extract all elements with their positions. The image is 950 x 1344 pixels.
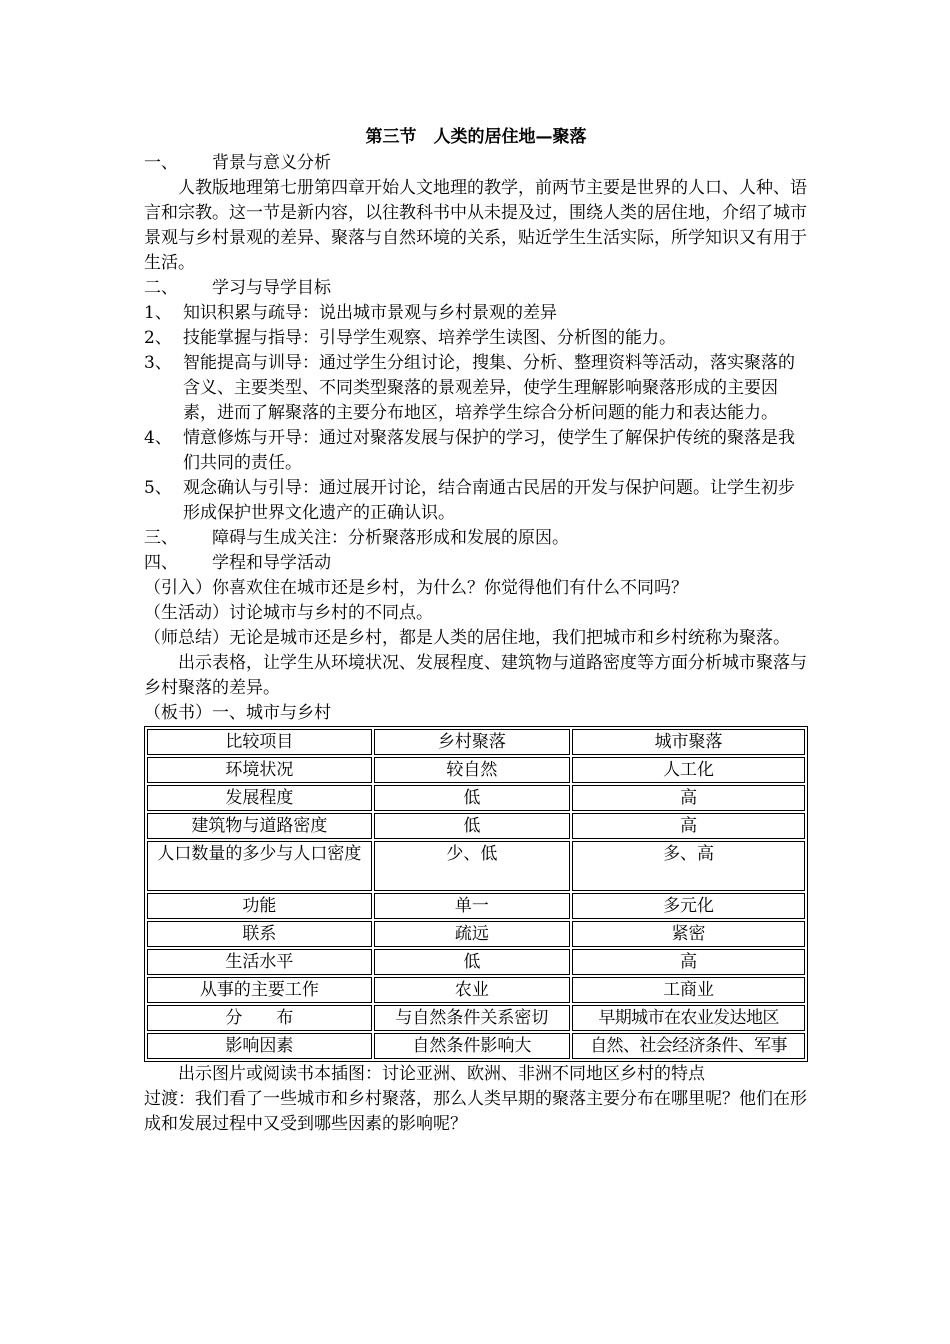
- table-cell: 少、低: [374, 841, 570, 891]
- section-number: 四、: [144, 553, 178, 573]
- document-page: [144, 124, 808, 1137]
- table-row: [147, 949, 805, 975]
- table-cell: 自然、社会经济条件、军事: [572, 1033, 805, 1059]
- table-cell: 分 布: [147, 1005, 372, 1031]
- table-cell: 疏远: [374, 921, 570, 947]
- comparison-table: [144, 726, 808, 1062]
- section-number: 一、: [144, 153, 178, 173]
- goal-text: 智能提高与训导：通过学生分组讨论，搜集、分析、整理资料等活动，落实聚落的含义、主要类型、不同类型聚落的景观差异，使学生理解影响聚落形成的主要因素，进而了解聚落的主要分布地区，培养学生综合分析问题的能力和表达能力。: [183, 353, 795, 423]
- table-cell: 影响因素: [147, 1033, 372, 1059]
- table-cell: 高: [572, 949, 805, 975]
- goal-item: [144, 426, 808, 476]
- page-title: 第三节 人类的居住地—聚落: [365, 127, 587, 147]
- table-row: [147, 841, 805, 891]
- goal-text: 情意修炼与开导：通过对聚落发展与保护的学习，使学生了解保护传统的聚落是我们共同的责任。: [183, 428, 795, 473]
- table-cell: 农业: [374, 977, 570, 1003]
- section-title: 学习与导学目标: [212, 278, 331, 298]
- table-header-cell: 乡村聚落: [374, 729, 570, 755]
- section-title: 学程和导学活动: [212, 553, 331, 573]
- table-cell: 多、高: [572, 841, 805, 891]
- goal-number: 3、: [144, 353, 172, 373]
- table-row: [147, 1005, 805, 1031]
- show-table-paragraph: 出示表格，让学生从环境状况、发展程度、建筑物与道路密度等方面分析城市聚落与乡村聚落的差异。: [144, 653, 807, 698]
- table-header-cell: 比较项目: [147, 729, 372, 755]
- goal-text: 技能掌握与指导：引导学生观察、培养学生读图、分析图的能力。: [183, 328, 676, 348]
- section-heading-2: [144, 276, 808, 301]
- table-cell: 紧密: [572, 921, 805, 947]
- section-number: 二、: [144, 278, 178, 298]
- section-heading-1: [144, 151, 808, 176]
- table-cell: 高: [572, 813, 805, 839]
- table-cell: 功能: [147, 893, 372, 919]
- section-heading-3: [144, 526, 808, 551]
- background-paragraph: 人教版地理第七册第四章开始人文地理的教学，前两节主要是世界的人口、人种、语言和宗教。这一节是新内容，以往教科书中从未提及过，围绕人类的居住地，介绍了城市景观与乡村景观的差异、聚落与自然环境的关系，贴近学生生活实际，所学知识又有用于生活。: [144, 178, 807, 273]
- table-cell: 与自然条件关系密切: [374, 1005, 570, 1031]
- table-row: [147, 785, 805, 811]
- table-row: [147, 977, 805, 1003]
- table-cell: 人口数量的多少与人口密度: [147, 841, 372, 891]
- goal-item: [144, 301, 808, 326]
- table-row: [147, 757, 805, 783]
- table-cell: 低: [374, 785, 570, 811]
- table-cell: 单一: [374, 893, 570, 919]
- goal-number: 4、: [144, 428, 172, 448]
- table-row: [147, 921, 805, 947]
- table-cell: 低: [374, 813, 570, 839]
- goal-item: [144, 326, 808, 351]
- pictures-paragraph: 出示图片或阅读书本插图：讨论亚洲、欧洲、非洲不同地区乡村的特点: [178, 1064, 705, 1084]
- table-cell: 工商业: [572, 977, 805, 1003]
- table-header-row: [147, 729, 805, 755]
- table-cell: 较自然: [374, 757, 570, 783]
- table-cell: 早期城市在农业发达地区: [572, 1005, 805, 1031]
- table-row: [147, 893, 805, 919]
- table-cell: 低: [374, 949, 570, 975]
- transition-paragraph: 过渡：我们看了一些城市和乡村聚落，那么人类早期的聚落主要分布在哪里呢？他们在形成和发展过程中又受到哪些因素的影响呢？: [144, 1089, 807, 1134]
- table-cell: 联系: [147, 921, 372, 947]
- section-heading-4: [144, 551, 808, 576]
- section-title: 障碍与生成关注：分析聚落形成和发展的原因。: [212, 528, 569, 548]
- section-title: 背景与意义分析: [212, 153, 331, 173]
- table-cell: 高: [572, 785, 805, 811]
- goal-number: 1、: [144, 303, 172, 323]
- table-cell: 人工化: [572, 757, 805, 783]
- table-cell: 建筑物与道路密度: [147, 813, 372, 839]
- student-activity-line: （生活动）讨论城市与乡村的不同点。: [144, 603, 433, 623]
- goal-text: 知识积累与疏导：说出城市景观与乡村景观的差异: [183, 303, 557, 323]
- board-line: （板书）一、城市与乡村: [144, 703, 331, 723]
- table-cell: 多元化: [572, 893, 805, 919]
- table-cell: 发展程度: [147, 785, 372, 811]
- table-header-cell: 城市聚落: [572, 729, 805, 755]
- goal-number: 5、: [144, 478, 172, 498]
- teacher-summary-line: （师总结）无论是城市还是乡村，都是人类的居住地，我们把城市和乡村统称为聚落。: [144, 628, 790, 648]
- intro-line: （引入）你喜欢住在城市还是乡村，为什么？你觉得他们有什么不同吗？: [144, 578, 688, 598]
- goal-number: 2、: [144, 328, 172, 348]
- table-cell: 生活水平: [147, 949, 372, 975]
- section-number: 三、: [144, 528, 178, 548]
- goal-text: 观念确认与引导：通过展开讨论，结合南通古民居的开发与保护问题。让学生初步形成保护世界文化遗产的正确认识。: [183, 478, 795, 523]
- table-row: [147, 1033, 805, 1059]
- goal-item: [144, 476, 808, 526]
- table-cell: 从事的主要工作: [147, 977, 372, 1003]
- goal-item: [144, 351, 808, 426]
- table-cell: 环境状况: [147, 757, 372, 783]
- table-row: [147, 813, 805, 839]
- table-cell: 自然条件影响大: [374, 1033, 570, 1059]
